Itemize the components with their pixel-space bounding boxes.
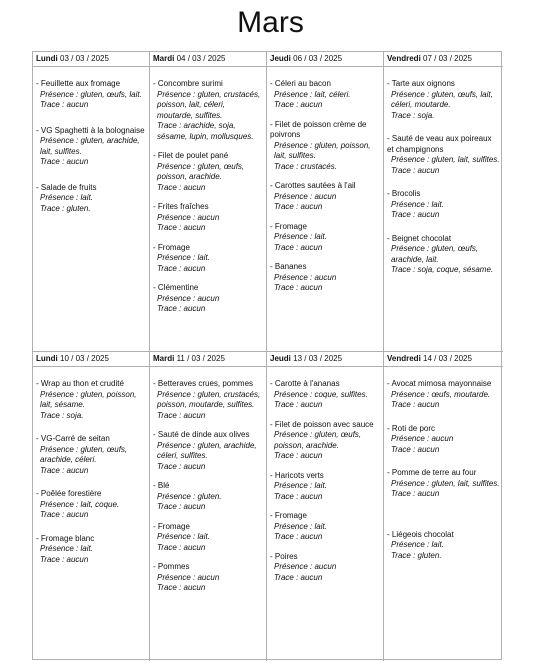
allergen-presence: Présence : gluten, œufs, arachide, lait.	[391, 244, 479, 264]
dish-name: - Feuillette aux fromage	[36, 79, 121, 88]
allergen-presence: Présence : gluten, poisson, lait, sésame.	[40, 389, 137, 409]
dish-item	[36, 126, 146, 168]
dish-name: - Haricots verts	[270, 470, 324, 480]
day-cell	[267, 52, 384, 352]
allergen-presence: Présence : œufs, moutarde.	[391, 389, 491, 399]
dish-name: - Salade de fruits	[36, 182, 97, 192]
allergen-presence: Présence : lait.	[157, 253, 210, 262]
day-dishes	[33, 367, 149, 565]
dish-item	[270, 379, 380, 411]
allergen-presence: Présence : lait.	[274, 232, 327, 241]
allergen-trace: Trace : aucun	[157, 304, 206, 313]
day-weekday: Jeudi	[270, 354, 291, 363]
dish-name: - Céleri au bacon	[270, 79, 331, 88]
page-title: Mars	[237, 6, 304, 39]
dish-item	[270, 120, 380, 173]
allergen-trace: Trace : aucun	[391, 165, 440, 175]
dish-item	[387, 189, 500, 221]
dish-item	[387, 379, 500, 411]
allergen-presence: Présence : gluten, œufs, lait.	[40, 89, 142, 99]
allergen-presence: Présence : gluten, œufs, lait, céleri, moutarde.	[391, 89, 493, 109]
allergen-presence: Présence : lait.	[391, 540, 444, 549]
dish-name: - Filet de poisson crème de poivrons	[270, 119, 367, 139]
dish-item	[387, 424, 500, 456]
dish-item	[36, 79, 146, 111]
allergen-trace: Trace : aucun	[274, 451, 323, 460]
allergen-trace: Trace : aucun	[157, 263, 206, 273]
dish-item	[387, 530, 500, 562]
dish-item	[270, 262, 380, 294]
allergen-trace: Trace : aucun	[274, 283, 323, 292]
allergen-presence: Présence : gluten, crustacés, poisson, moutarde, sulfites.	[157, 389, 261, 409]
dish-name: - Pommes	[153, 562, 190, 571]
dish-item	[153, 283, 263, 315]
day-header	[150, 52, 266, 67]
allergen-presence: Présence : lait.	[391, 199, 444, 209]
dish-item	[387, 468, 500, 500]
day-header	[267, 352, 383, 367]
allergen-trace: Trace : aucun	[391, 444, 440, 454]
dish-name: - Fromage	[153, 242, 190, 252]
allergen-presence: Présence : aucun	[157, 293, 220, 303]
day-date: 06 / 03 / 2025	[290, 54, 343, 63]
allergen-presence: Présence : aucun	[157, 572, 220, 582]
day-header	[267, 52, 383, 67]
day-weekday: Vendredi	[387, 54, 421, 63]
day-date: 03 / 03 / 2025	[57, 54, 109, 63]
dish-name: - Filet de poisson avec sauce	[270, 419, 374, 429]
dish-name: - Blé	[153, 481, 170, 490]
allergen-presence: Présence : gluten, crustacés, poisson, lait, céleri, moutarde, sulfites.	[157, 89, 261, 120]
dish-name: - Fromage	[153, 521, 190, 531]
allergen-trace: Trace : aucun	[40, 465, 89, 475]
allergen-trace: Trace : aucun	[157, 461, 206, 471]
dish-name: - VG Spaghetti à la bolognaise	[36, 125, 145, 135]
dish-item	[270, 222, 380, 254]
dish-name: - Sauté de veau aux poireaux et champignons	[387, 134, 492, 154]
dish-item	[270, 471, 380, 503]
dish-name: - Beignet chocolat	[387, 233, 452, 243]
allergen-trace: Trace : soja.	[391, 110, 435, 120]
allergen-trace: Trace : aucun	[274, 100, 323, 109]
day-cell	[33, 52, 150, 352]
day-cell	[150, 352, 267, 661]
allergen-trace: Trace : soja.	[40, 410, 84, 420]
allergen-presence: Présence : aucun	[274, 191, 337, 201]
dish-item	[270, 552, 380, 584]
dish-item	[153, 79, 263, 142]
dish-name: - Frites fraîches	[153, 202, 209, 211]
dish-name: - Fromage blanc	[36, 533, 95, 543]
allergen-trace: Trace : aucun	[391, 489, 440, 498]
day-dishes	[384, 367, 503, 561]
day-dishes	[267, 367, 383, 583]
allergen-trace: Trace : gluten.	[391, 550, 442, 560]
allergen-trace: Trace : aucun	[157, 182, 206, 192]
dish-name: - Fromage	[270, 511, 307, 520]
allergen-presence: Présence : lait, céleri.	[274, 89, 351, 99]
dish-item	[36, 434, 146, 476]
dish-item	[387, 79, 500, 121]
dish-name: - Brocolis	[387, 189, 421, 198]
allergen-trace: Trace : gluten.	[40, 203, 91, 213]
dish-name: - Wrap au thon et crudité	[36, 379, 124, 388]
dish-item	[153, 481, 263, 513]
dish-name: - Carottes sautées à l'ail	[270, 181, 356, 190]
allergen-presence: Présence : gluten, arachide, céleri, sulfites.	[157, 440, 257, 460]
allergen-presence: Présence : lait.	[157, 532, 210, 541]
dish-item	[153, 562, 263, 594]
day-header	[150, 352, 266, 367]
dish-item	[36, 534, 146, 566]
dish-item	[270, 79, 380, 111]
allergen-trace: Trace : aucun	[274, 491, 323, 501]
day-weekday: Vendredi	[387, 354, 421, 363]
dish-item	[387, 234, 500, 276]
day-cell	[384, 52, 503, 352]
day-date: 07 / 03 / 2025	[420, 54, 472, 63]
allergen-trace: Trace : aucun	[157, 502, 206, 511]
allergen-presence: Présence : gluten, lait, sulfites.	[391, 478, 500, 488]
allergen-presence: Présence : aucun	[274, 272, 337, 282]
dish-item	[387, 134, 500, 176]
allergen-presence: Présence : gluten, arachide, lait, sulfites.	[40, 136, 140, 156]
day-weekday: Jeudi	[270, 54, 291, 63]
dish-item	[270, 181, 380, 213]
allergen-presence: Présence : aucun	[157, 212, 220, 222]
dish-name: - Avocat mimosa mayonnaise	[387, 379, 492, 388]
allergen-trace: Trace : soja, coque, sésame.	[391, 265, 494, 274]
day-header	[384, 352, 503, 367]
allergen-presence: Présence : gluten, œufs, poisson, arachide.	[274, 430, 362, 450]
day-header	[33, 352, 149, 367]
allergen-trace: Trace : aucun	[274, 532, 323, 541]
dish-name: - Liégeois chocolat	[387, 529, 454, 539]
dish-name: - Concombre surimi	[153, 79, 223, 88]
day-date: 13 / 03 / 2025	[290, 354, 343, 363]
dish-name: - Bananes	[270, 262, 307, 271]
dish-name: - Fromage	[270, 221, 307, 231]
dish-item	[153, 430, 263, 472]
allergen-trace: Trace : aucun	[157, 583, 206, 592]
dish-name: - Betteraves crues, pommes	[153, 379, 254, 388]
dish-item	[153, 379, 263, 421]
dish-item	[153, 522, 263, 554]
allergen-presence: Présence : aucun	[391, 434, 454, 443]
day-dishes	[150, 367, 266, 594]
allergen-trace: Trace : aucun	[157, 410, 206, 420]
allergen-presence: Présence : lait.	[274, 521, 327, 531]
allergen-presence: Présence : gluten, œufs, arachide, céleri.	[40, 444, 128, 464]
allergen-trace: Trace : aucun	[391, 400, 440, 409]
dish-item	[153, 202, 263, 234]
day-weekday: Mardi	[153, 354, 175, 363]
allergen-presence: Présence : gluten, lait, sulfites.	[391, 155, 500, 164]
allergen-trace: Trace : crustacés.	[274, 161, 337, 171]
allergen-trace: Trace : aucun	[274, 572, 323, 582]
dish-item	[270, 511, 380, 543]
day-cell	[267, 352, 384, 661]
dish-name: - Poêlée forestière	[36, 489, 102, 498]
day-dishes	[150, 67, 266, 315]
dish-item	[153, 151, 263, 193]
allergen-presence: Présence : lait, coque.	[40, 499, 120, 509]
day-dishes	[267, 67, 383, 294]
day-date: 10 / 03 / 2025	[57, 354, 109, 363]
dish-name: - Carotte à l'ananas	[270, 379, 340, 388]
allergen-presence: Présence : lait.	[40, 193, 93, 202]
allergen-presence: Présence : lait.	[274, 481, 327, 490]
day-dishes	[33, 67, 149, 214]
day-header	[384, 52, 503, 67]
allergen-trace: Trace : aucun	[157, 223, 206, 232]
dish-name: - Filet de poulet pané	[153, 151, 229, 160]
dish-item	[36, 489, 146, 521]
dish-item	[36, 379, 146, 421]
dish-name: - Pomme de terre au four	[387, 468, 477, 477]
dish-name: - Sauté de dinde aux olives	[153, 430, 250, 439]
dish-item	[153, 243, 263, 275]
dish-name: - Poires	[270, 551, 298, 561]
allergen-presence: Présence : gluten.	[157, 491, 222, 501]
day-weekday: Lundi	[36, 54, 58, 63]
allergen-presence: Présence : coque, sulfites.	[274, 389, 368, 399]
allergen-trace: Trace : arachide, soja, sésame, lupin, mollusques.	[157, 121, 254, 141]
allergen-trace: Trace : aucun	[40, 554, 89, 564]
allergen-trace: Trace : aucun	[274, 242, 323, 252]
allergen-trace: Trace : aucun	[40, 510, 89, 519]
day-cell	[33, 352, 150, 661]
allergen-trace: Trace : aucun	[40, 100, 89, 109]
allergen-presence: Présence : gluten, œufs, poisson, arachide.	[157, 161, 245, 181]
dish-name: - Tarte aux oignons	[387, 79, 455, 88]
day-date: 04 / 03 / 2025	[174, 54, 226, 63]
allergen-trace: Trace : aucun	[157, 542, 206, 552]
allergen-presence: Présence : gluten, poisson, lait, sulfites.	[274, 140, 371, 160]
day-header	[33, 52, 149, 67]
dish-name: - Clémentine	[153, 283, 199, 292]
day-weekday: Lundi	[36, 354, 58, 363]
dish-name: - VG-Carré de seitan	[36, 434, 110, 443]
allergen-presence: Présence : lait.	[40, 544, 93, 553]
day-weekday: Mardi	[153, 54, 175, 63]
day-date: 11 / 03 / 2025	[174, 354, 225, 363]
allergen-trace: Trace : aucun	[274, 400, 323, 409]
day-cell	[150, 52, 267, 352]
dish-name: - Roti de porc	[387, 423, 436, 433]
day-cell	[384, 352, 503, 661]
dish-item	[270, 420, 380, 462]
day-date: 14 / 03 / 2025	[420, 354, 472, 363]
allergen-presence: Présence : aucun	[274, 562, 337, 571]
menu-grid	[32, 51, 502, 660]
allergen-trace: Trace : aucun	[40, 157, 89, 166]
day-dishes	[384, 67, 503, 276]
dish-item	[36, 183, 146, 215]
allergen-trace: Trace : aucun	[274, 202, 323, 211]
allergen-trace: Trace : aucun	[391, 210, 440, 219]
